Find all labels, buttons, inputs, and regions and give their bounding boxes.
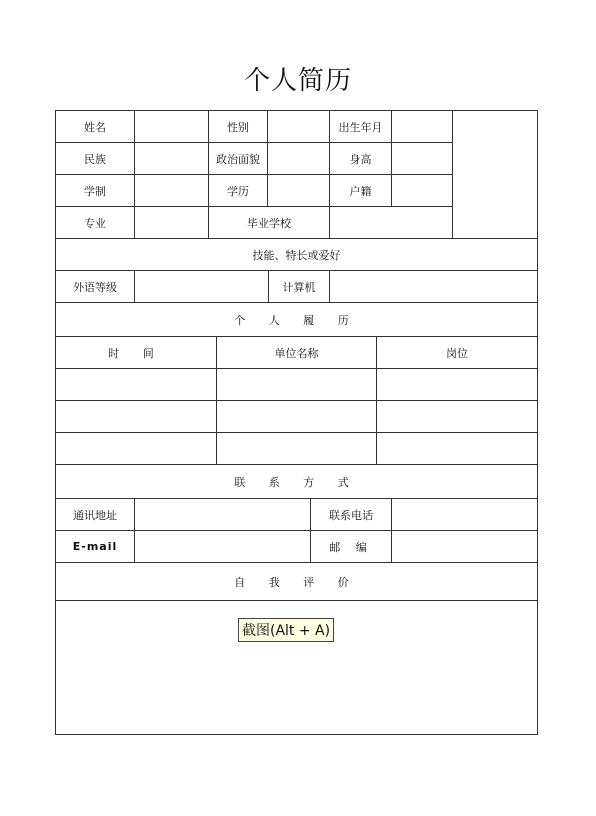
label-language-level: 外语等级	[56, 271, 135, 303]
resume-header: 个 人 履 历	[56, 303, 537, 337]
contact-header: 联 系 方 式	[56, 465, 537, 499]
label-ethnicity: 民族	[56, 143, 135, 175]
education-field[interactable]	[268, 175, 330, 207]
label-school: 毕业学校	[209, 207, 330, 239]
resume-position-1[interactable]	[377, 369, 537, 401]
phone-field[interactable]	[392, 499, 537, 531]
major-field[interactable]	[135, 207, 209, 239]
label-education-system: 学制	[56, 175, 135, 207]
political-status-field[interactable]	[268, 143, 330, 175]
label-computer: 计算机	[269, 271, 330, 303]
resume-employer-2[interactable]	[217, 401, 377, 433]
page-title: 个人简历	[243, 66, 352, 96]
label-birth: 出生年月	[330, 111, 392, 143]
col-time: 时 间	[56, 337, 217, 369]
email-field[interactable]	[135, 531, 311, 563]
col-position: 岗位	[377, 337, 537, 369]
screenshot-tooltip: 截图(Alt + A)	[238, 618, 334, 642]
resume-time-3[interactable]	[56, 433, 217, 465]
resume-position-3[interactable]	[377, 433, 537, 465]
label-height: 身高	[330, 143, 392, 175]
label-email: E-mail	[56, 531, 135, 563]
label-postcode: 邮 编	[311, 531, 392, 563]
resume-time-2[interactable]	[56, 401, 217, 433]
label-household: 户籍	[330, 175, 392, 207]
education-system-field[interactable]	[135, 175, 209, 207]
label-education: 学历	[209, 175, 268, 207]
resume-time-1[interactable]	[56, 369, 217, 401]
gender-field[interactable]	[268, 111, 330, 143]
postcode-field[interactable]	[392, 531, 537, 563]
resume-employer-3[interactable]	[217, 433, 377, 465]
resume-employer-1[interactable]	[217, 369, 377, 401]
name-field[interactable]	[135, 111, 209, 143]
label-name: 姓名	[56, 111, 135, 143]
label-address: 通讯地址	[56, 499, 135, 531]
computer-field[interactable]	[330, 271, 537, 303]
skills-header: 技能、特长或爱好	[56, 239, 537, 271]
label-phone: 联系电话	[311, 499, 392, 531]
self-eval-header: 自 我 评 价	[56, 563, 537, 601]
ethnicity-field[interactable]	[135, 143, 209, 175]
birth-field[interactable]	[392, 111, 453, 143]
address-field[interactable]	[135, 499, 311, 531]
col-employer: 单位名称	[217, 337, 377, 369]
label-political-status: 政治面貌	[209, 143, 268, 175]
language-level-field[interactable]	[135, 271, 269, 303]
school-field[interactable]	[330, 207, 453, 239]
photo-box[interactable]	[453, 111, 537, 239]
label-gender: 性别	[209, 111, 268, 143]
height-field[interactable]	[392, 143, 453, 175]
resume-position-2[interactable]	[377, 401, 537, 433]
label-major: 专业	[56, 207, 135, 239]
household-field[interactable]	[392, 175, 453, 207]
